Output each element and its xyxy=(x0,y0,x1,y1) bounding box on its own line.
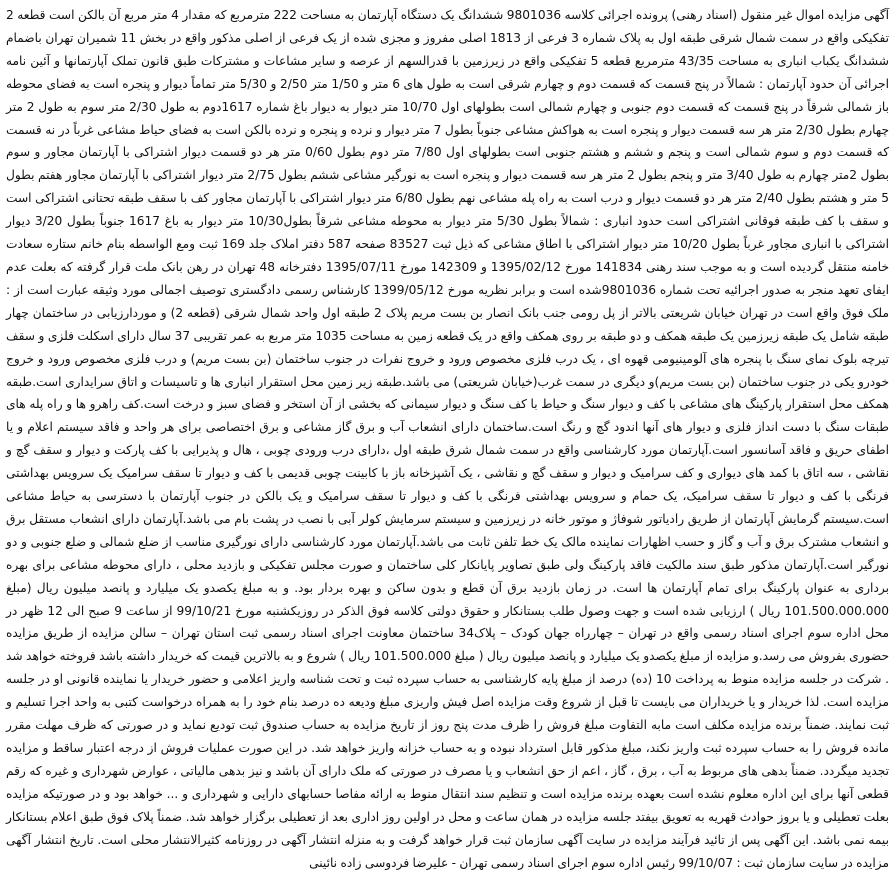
auction-notice-text: آگهی مزایده اموال غیر منقول (اسناد رهنی) پرونده اجرائی کلاسه 9801036 ششدانگ یک دستگاه آپارتمان به مساحت 222 مترمربع که مقدار 4 متر مربع آن بالکن است قطعه 2 تفکیکی واقع در سمت شمال شرقی طبقه اول به پلاک شماره 3 فرعی از 1813 اصلی مفروز و مجزی شده از یک فرعی از اصلی مذکور واقع در بخش 11 شمیران تهران باضمام ششدانگ یکباب انباری به مساحت 43/35 مترمربع قطعه 5 تفکیکی واقع در زیرزمین با قدرالسهم از عرصه و سایر مشاعات و مشترکات طبق قانون تملک آپارتمانها و آئین نامه اجرائی آن حدود آپارتمان : شمالاً در پنج قسمت که قسمت دوم و چهارم شرقی است به طول های 6 متر و 1/50 متر 2/50 و 5/30 متر تماماً دیوار و پنجره است به فضای محوطه باز شمالی شرقاً در پنج قسمت که قسمت دوم جنوبی و چهارم شمالی است بطولهای اول 10/70 متر دیوار به دیوار باغ شماره 1617دوم به طول 2/30 متر سوم به طول 2 متر چهارم بطول 2/30 متر هر سه قسمت دیوار و پنجره است به هواکش مشاعی جنوباً بطول 7 متر دیوار و نرده و پنجره و نرده بالکن است به فضای حیاط مشاعی غرباً در نه قسمت که قسمت دوم و سوم شمالی است و پنجم و ششم و هشتم جنوبی است بطولهای اول 7/80 متر دوم بطول 0/60 متر هر دو قسمت دیوار اشتراکی با آپارتمان مجاور و سوم بطول 2متر چهارم به طول 3/40 متر و پنجم بطول 2 متر هر سه قسمت دیوار و پنجره است به نورگیر مشاعی ششم بطول 2/75 متر دیوار اشتراکی با آپارتمان مجاور هفتم بطول 5 متر و هشتم بطول 2/40 متر هر دو قسمت دیوار و درب است به راه پله مشاعی نهم بطول 6/80 متر دیوار اشتراکی با آپارتمان مجاور کف با سقف طبقه تحتانی اشتراکی است و سقف با کف طبقه فوقانی اشتراکی است حدود انباری : شمالاً بطول 5/30 متر دیوار به محوطه مشاعی شرقاً بطول10/30 متر دیوار به باغ 1617 جنوباً بطول 3/20 دیوار اشتراکی با انباری مجاور غرباً بطول 10/20 متر دیوار اشتراکی با اطاق مشاعی که ذیل ثبت 83527 صفحه 587 دفتر املاک جلد 169 ثبت ومع الواسطه بنام خانم ستاره سعادت خامنه منتقل گردیده است و به موجب سند رهنی 141834 مورخ 1395/02/12 و 142309 مورخ 1395/07/11 دفترخانه 48 تهران در رهن بانک ملت قرار گرفته که بعلت عدم ایفای تعهد منجر به صدور اجرائیه تحت شماره 9801036شده است و برابر نظریه مورخ 1399/05/12 کارشناس رسمی دادگستری توصیف اجمالی مورد وثیقه عبارت است از : ملک فوق واقع است در تهران خیابان شریعتی بالاتر از پل رومی جنب بانک انصار بن بست مریم پلاک 2 طبقه اول واحد شمال شرقی (قطعه 2) و موردارزیابی در ساختمان چهار طبقه شامل یک طبقه زیرزمین یک طبقه همکف و دو طبقه بر روی همکف واقع در یک قطعه زمین به مساحت 1035 متر مربع به عمر تقریبی 37 سال دارای اسکلت فلزی و سقف تیرچه بلوک نمای سنگ با پنجره های آلومینیومی قهوه ای ، یک درب فلزی مخصوص ورود و خروج نفرات در جنوب ساختمان (بن بست مریم) و درب فلزی مخصوص ورود و خروج خودرو یکی در جنوب ساختمان (بن بست مریم)و دیگری در سمت غرب(خیابان شریعتی) می باشد.طبقه زیر زمین محل استقرار انباری ها و تاسیسات و اتاق سرایداری است.طبقه همکف محل استقرار پارکینگ های مشاعی با کف و دیوار سنگ و حیاط با کف سنگ و دیوار سیمانی که بخشی از آن استخر و فضای سبز و درخت است.کف راهرو ها و راه پله های طبقات سنگ با دست انداز فلزی و دیوار های آنها اندود گچ و رنگ است.ساختمان دارای انشعاب آب و برق گاز مشاعی و برق اختصاصی برای هر واحد و فاقد سیستم اعلام و یا اطفای حریق و فاقد آسانسور است.آپارتمان مورد کارشناسی واقع در سمت شمال شرق طبقه اول ،دارای درب ورودی چوبی ، هال و پذیرایی با کف پارکت و دیوار و سقف گچ و نقاشی ، سه اتاق با کمد های دیواری و کف سرامیک و دیوار و سقف گچ و نقاشی ، یک آشپزخانه باز با کابینت چوبی قدیمی با کف و دیوار تا سقف سرامیک یک سرویس بهداشتی فرنگی با کف و دیوار تا سقف سرامیک، یک حمام و سرویس بهداشتی فرنگی با کف و دیوار تا سقف سرامیک و یک بالکن در جنوب آپارتمان با دسترسی به حیاط مشاعی است.سیستم گرمایش آپارتمان از طریق رادیاتور شوفاژ و موتور خانه در زیرزمین و سیستم سرمایش کولر آبی با نصب در پشت بام می باشد.آپارتمان دارای انشعاب مستقل برق و انشعاب مشترک برق و آب و گاز و حسب اظهارات نماینده مالک یک خط تلفن ثابت می باشد.آپارتمان مورد کارشناسی دارای نورگیری مناسب از ضلع شمالی و ضلع جنوبی و دو نورگیر است.آپارتمان مذکور طبق سند مالکیت فاقد پارکینگ ولی طبق تصاویر پایانکار کلی ساختمان و صورت مجلس تفکیکی و بازدید محلی ، دارای محوطه مشاعی برای بهره برداری به عنوان پارکینگ برای تمام آپارتمان ها است. در زمان بازدید برق آن قطع و بدون ساکن و بهره بردار بود. و به مبلغ یکصدو یک میلیارد و پانصد میلیون ریال (مبلغ 101.500.000.000 ریال ) ارزیابی شده است و جهت وصول طلب بستانکار و حقوق دولتی کلاسه فوق الذکر در روزیکشنبه مورخ 99/10/21 از ساعت 9 صبح الی 12 ظهر در محل اداره سوم اجرای اسناد رسمی واقع در تهران – چهارراه جهان کودک – پلاک34 ساختمان معاونت اجرای اسناد رسمی ثبت استان تهران – سالن مزایده از طریق مزایده حضوری بفروش می رسد.و مزایده از مبلغ یکصدو یک میلیارد و پانصد میلیون ریال ( مبلغ 101.500.000 ریال ) شروع و به بالاترین قیمت که خریدار داشته باشد فروخته خواهد شد . شرکت در جلسه مزایده منوط به پرداخت 10 (ده) درصد از مبلغ پایه کارشناسی به حساب سپرده ثبت و تحت شناسه واریز اعلامی و حضور خریدار یا نماینده قانونی او در جلسه مزایده است. لذا خریدار و یا خریداران می بایست تا قبل از شروع وقت مزایده اصل فیش واریزی مبلغ ودیعه ده درصد بنام خود را به همراه درخواست کتبی به واحد اجرا تسلیم و ثبت نمایند. ضمناً برنده مزایده مکلف است مابه التفاوت مبلغ فروش را ظرف مدت پنج روز از تاریخ مزایده به حساب صندوق ثبت تودیع نماید و در صورتی که ظرف مهلت مقرر مانده فروش را به حساب سپرده ثبت واریز نکند، مبلغ مذکور قابل استرداد نبوده و به حساب خزانه واریز خواهد شد. در این صورت عملیات فروش از درجه اعتبار ساقط و مزایده تجدید میگردد. ضمناً بدهی های مربوط به آب ، برق ، گاز ، اعم از حق انشعاب و یا مصرف در صورتی که ملک دارای آن باشد و نیز بدهی مالیاتی ، عوارض شهرداری و غیره که رقم قطعی آنها برای این اداره معلوم نشده است بعهده برنده مزایده است و تنظیم سند انتقال منوط به ارائه مفاصا حسابهای دارایی و شهرداری و ... خواهد بود و در صورتیکه مزایده بعلت تعطیلی و یا بروز حوادث قهریه به تعویق بیفتد جلسه مزایده در همان ساعت و محل در اولین روز اداری بعد از تعطیلی برگزار خواهد شد. ضمناً پلاک فوق طبق اعلام بستانکار بیمه نمی باشد. این آگهی پس از تائید فرآیند مزایده در سایت آگهی سازمان ثبت قرار خواهد گرفت و به منزله انتشار آگهی در روزنامه کثیرالانتشار محلی است. تاریخ انتشار آگهی مزایده در سایت سازمان ثبت : 99/10/07 رئیس اداره سوم اجرای اسناد رسمی تهران - علیرضا فردوسی زاده نائینی xyxy=(6,8,890,870)
